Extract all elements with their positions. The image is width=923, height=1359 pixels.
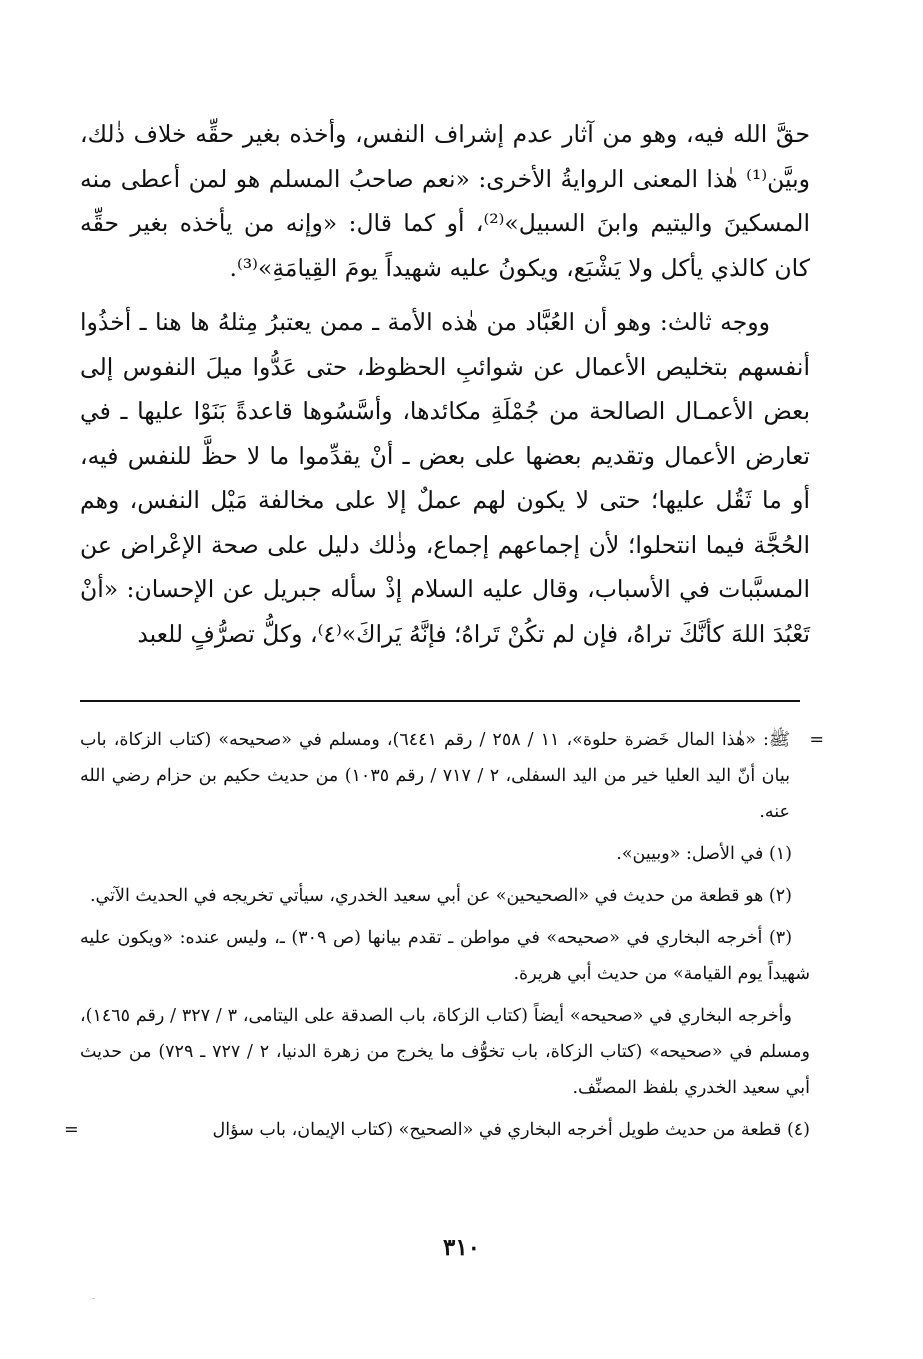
footnote-1: (١) في الأصل: «وبيين». [616,844,792,864]
footnote-continuation-start [80,722,824,830]
footnote-3: (٣) أخرجه البخاري في «صحيحه» في مواطن ـ تقدم بيانها (ص ٣٠٩) ـ، وليس عنده: «ويكون عليه شهيداً يوم القيامة» من حديث أبي هريرة. [80,928,810,984]
page-number: ٣١٠ [442,1234,481,1261]
footnote-4-text: (٤) قطعة من حديث طويل أخرجه البخاري في «الصحيح» (كتاب الإيمان، باب سؤال [212,1120,810,1140]
footnote-4 [64,1112,810,1148]
main-text [80,112,810,656]
footnote-3-continued: وأخرجه البخاري في «صحيحه» أيضاً (كتاب الزكاة، باب الصدقة على اليتامى، ٣ / ٣٢٧ / رقم ١٤٦٥)، ومسلم في «صحيحه» (كتاب الزكاة، باب تخوُّف ما يخرج من زهرة الدنيا، ٢ / ٧٢٧ ـ ٧٢٩) من حديث أبي سعيد الخدري بلفظ المصنِّف. [80,1006,811,1098]
footnote-continuation-start-text: ﷺ: «هٰذا المال خَضرة حلوة»، ١١ / ٢٥٨ / رقم ٦٤٤١)، ومسلم في «صحيحه» (كتاب الزكاة، باب بيان أنّ اليد العليا خير من اليد السفلى، ٢ / ٧١٧ / رقم ١٠٣٥) من حديث حكيم بن حزام رضي الله عنه. [80,730,790,822]
footnote-2: (٢) هو قطعة من حديث في «الصحيحين» عن أبي سعيد الخدري، سيأتي تخريجه في الحديث الآتي. [89,886,792,906]
scan-speck [92,1298,95,1299]
main-paragraph-2: ووجه ثالث: وهو أن العُبَّاد من هٰذه الأمة ـ ممن يعتبرُ مِثلهُ ها هنا ـ أخذُوا أنفسهم بتخليص الأعمال عن شوائبِ الحظوظ، حتى عَدُّوا ميلَ النفوس إلى بعض الأعمـال الصالحة من جُمْلَةِ مكائدها، وأسَّسُوها قاعدةً بَنَوْا عليها ـ في تعارض الأعمال وتقديم بعضها على بعض ـ أنْ يقدِّموا ما لا حظَّ للنفس فيه، أو ما ثَقُل عليها؛ حتى لا يكون لهم عملٌ إلا على مخالفة مَيْل النفس، وهم الحُجَّة فيما انتحلوا؛ لأن إجماعهم إجماع، وذٰلك دليل على صحة الإعْراض عن المسبَّبات في الأسباب، وقال عليه السلام إذْ سأله جبريل عن الإحسان: «أنْ تَعْبُدَ اللهَ كأنَّكَ تراهُ، فإن لم تكُنْ تَراهُ؛ فإنَّهُ يَراكَ»⁽٤⁾، وكلُّ تصرُّفٍ للعبد [80,308,810,648]
footnotes [64,722,824,1154]
continuation-marker-end: = [64,1120,79,1140]
main-paragraph-1: حقَّ الله فيه، وهو من آثار عدم إشراف النفس، وأخذه بغير حقِّه خلاف ذٰلك، وبيَّن⁽¹⁾ هٰذا المعنى الروايةُ الأخرى: «نعم صاحبُ المسلم هو لمن أعطى منه المسكينَ واليتيم وابنَ السبيل»⁽²⁾، أو كما قال: «وإنه من يأخذه بغير حقِّه كان كالذي يأكل ولا يَشْبَع، ويكونُ عليه شهيداً يومَ القِيامَةِ»⁽³⁾. [80,120,810,282]
footnote-separator [80,700,800,702]
continuation-marker-start: = [809,730,824,750]
